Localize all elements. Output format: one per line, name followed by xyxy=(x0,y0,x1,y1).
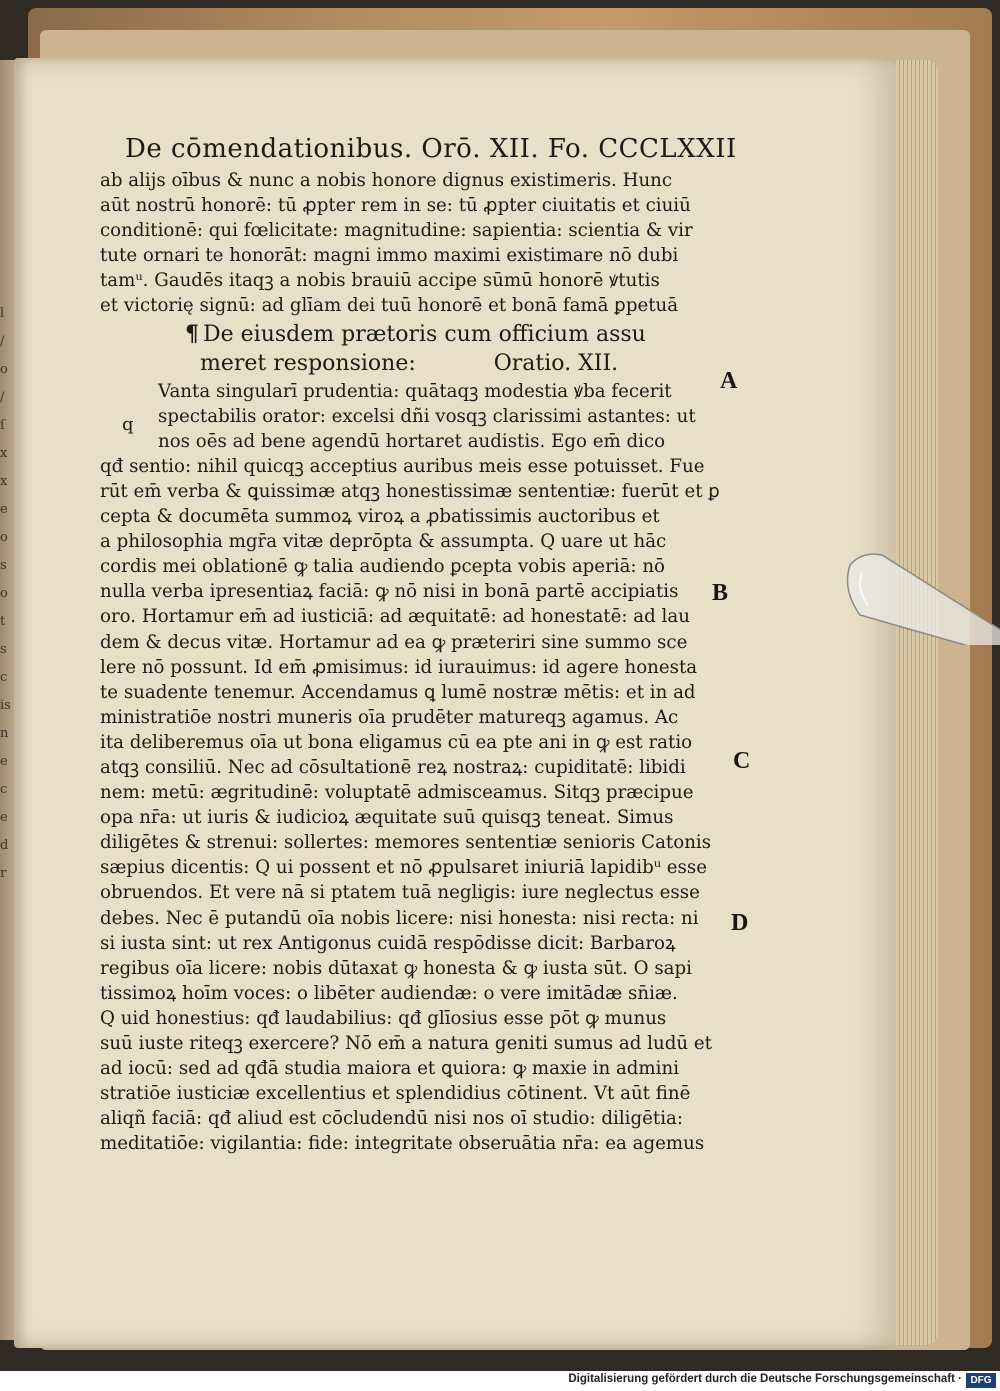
text-line: rūt em̄ verba & ꝗuissimæ atqꝫ honestissimæ sententiæ: fuerūt et ꝑ xyxy=(100,480,720,502)
text-line: nos oēs ad bene agendū hortaret audistis. Ego em̄ dico xyxy=(158,430,666,452)
text-line: a philosophia mgr̄a vitæ deprōpta & assumpta. Q uare ut hāc xyxy=(100,531,667,553)
text-line: te suadente tenemur. Accendamus ꝗ lumē nostræ mētis: et in ad xyxy=(100,681,696,703)
dfg-logo: DFG xyxy=(966,1373,996,1388)
margin-letter-d: D xyxy=(731,910,749,936)
text-line: ad iocū: sed ad qđā studia maiora et ꝗuiora: ꝙ maxie in admini xyxy=(100,1058,680,1080)
text-line: diligētes & strenui: sollertes: memores sententiæ senioris Catonis xyxy=(100,832,712,854)
text-line: debes. Nec ē putandū oīa nobis licere: nisi honesta: nisi recta: ni xyxy=(100,907,699,929)
text-line: Q uid honestius: qđ laudabilius: qđ glīosius esse pōt ꝙ munus xyxy=(100,1007,667,1029)
heading-line-1: De eiusdem prætoris cum officium assu xyxy=(203,321,646,347)
left-page-margin-marks xyxy=(0,300,14,888)
text-line: Vanta singularī prudentia: quātaqꝫ modestia ꝟba fecerit xyxy=(158,380,672,402)
text-line: nem: metū: ægritudinē: voluptatē admisceamus. Sitqꝫ præcipue xyxy=(100,782,694,804)
text-line: aliqñ faciā: qđ aliud est cōcludendū nisi nos oī studio: diligētia: xyxy=(100,1108,683,1130)
text-line: tissimoꝝ hoīm voces: o libēter audiendæ: o vere imitādæ sn̄iæ. xyxy=(100,982,678,1004)
page-clip-icon xyxy=(842,545,1000,645)
text-line: conditionē: qui fœlicitate: magnitudine: sapientia: scientia & vir xyxy=(100,220,693,242)
text-line: obruendos. Et vere nā si ptatem tuā negligis: iure neglectus esse xyxy=(100,882,700,904)
text-line: ita deliberemus oīa ut bona eligamus cū ea pte ani in ꝙ est ratio xyxy=(100,731,693,753)
text-line: stratiōe iusticiæ excellentius et splendidius cōtinent. Vt aūt finē xyxy=(100,1083,691,1105)
text-line: tute ornari te honorāt: magni immo maximi existimare nō dubi xyxy=(100,245,679,267)
text-line: cordis mei oblationē ꝙ talia audiendo ꝑcepta vobis aperiā: nō xyxy=(100,556,665,578)
section-heading-continued xyxy=(200,349,700,379)
margin-mark: c xyxy=(0,782,8,797)
margin-mark: / xyxy=(0,390,5,405)
pilcrow-icon: ¶ xyxy=(185,320,199,347)
margin-mark: x xyxy=(0,446,8,461)
section-heading xyxy=(185,319,700,349)
text-line: meditatiōe: vigilantia: fide: integritate obseruātia nr̄a: ea agemus xyxy=(100,1133,705,1155)
margin-mark: n xyxy=(0,726,9,741)
text-block xyxy=(100,130,737,1156)
margin-mark: is xyxy=(0,698,11,713)
text-line: ab alijs oībus & nunc a nobis honore dignus existimeris. Hunc xyxy=(100,170,673,191)
margin-mark: ſ xyxy=(0,418,5,433)
margin-letter-c: C xyxy=(733,748,751,774)
margin-mark: o xyxy=(0,586,8,601)
text-line: cepta & documēta summoꝝ viroꝝ a ꝓbatissimis auctoribus et xyxy=(100,506,660,528)
margin-mark: c xyxy=(0,670,8,685)
text-line: regibus oīa licere: nobis dūtaxat ꝙ honesta & ꝙ iusta sūt. O sapi xyxy=(100,957,692,979)
margin-mark: e xyxy=(0,810,8,825)
text-line: sæpius dicentis: Q ui possent et nō ꝓpulsaret iniuriā lapidibᵘ esse xyxy=(100,857,707,879)
text-line: si iusta sint: ut rex Antigonus cuidā respōdisse dicit: Barbaroꝝ xyxy=(100,932,676,954)
margin-mark: o xyxy=(0,530,8,545)
heading-line-2: meret responsione: xyxy=(200,350,416,376)
margin-mark: e xyxy=(0,754,8,769)
margin-letter-a: A xyxy=(720,368,738,394)
running-head: De cōmendationibus. Orō. XII. Fo. CCCLXXII xyxy=(125,134,737,164)
text-line: lere nō possunt. Id em̄ ꝓmisimus: id iurauimus: id agere honesta xyxy=(100,656,698,678)
margin-mark: s xyxy=(0,558,7,573)
page-fore-edge xyxy=(896,60,938,1345)
text-line: tamᵘ. Gaudēs itaqꝫ a nobis brauiū accipe sūmū honorē ꝟtutis xyxy=(100,270,660,292)
text-line: dem & decus vitæ. Hortamur ad ea ꝙ præteriri sine summo sce xyxy=(100,631,688,653)
text-line: et victorię signū: ad glīam dei tuū honorē et bonā famā ꝑpetuā xyxy=(100,295,679,317)
margin-letter-b: B xyxy=(712,580,729,606)
text-line: suū iuste riteqꝫ exercere? Nō em̄ a natura geniti sumus ad ludū et xyxy=(100,1033,712,1054)
margin-mark: d xyxy=(0,838,9,853)
text-line: spectabilis orator: excelsi dñi vosqꝫ clarissimi astantes: ut xyxy=(158,405,696,427)
oratio-label: Oratio. XII. xyxy=(493,350,619,376)
text-line: ministratiōe nostri muneris oīa prudēter matureqꝫ agamus. Ac xyxy=(100,706,679,728)
margin-mark: o xyxy=(0,362,8,377)
margin-mark: e xyxy=(0,502,8,517)
footer-credit: Digitalisierung gefördert durch die Deutsche Forschungsgemeinschaft · xyxy=(568,1373,962,1385)
margin-mark: x xyxy=(0,474,8,489)
margin-mark: / xyxy=(0,334,5,349)
text-line: atqꝫ consiliū. Nec ad cōsultationē reꝝ nostraꝝ: cupiditatē: libidi xyxy=(100,756,686,778)
text-line: aūt nostrū honorē: tū ꝓpter rem in se: tū ꝓpter ciuitatis et ciuiū xyxy=(100,195,691,217)
margin-mark: t xyxy=(0,614,6,629)
margin-mark: s xyxy=(0,642,7,657)
text-line: nulla verba ipresentiaꝝ faciā: ꝙ nō nisi in bonā partē accipiatis xyxy=(100,581,679,603)
text-line: opa nr̄a: ut iuris & iudicioꝝ æquitate suū quisqꝫ teneat. Simus xyxy=(100,807,674,829)
margin-mark: l xyxy=(0,306,5,321)
margin-mark: r xyxy=(0,866,7,881)
footer-bar xyxy=(0,1371,1000,1391)
text-line: qđ sentio: nihil quicqꝫ acceptius auribus meis esse potuisset. Fue xyxy=(100,455,705,477)
text-line: oro. Hortamur em̄ ad iusticiā: ad æquitatē: ad honestatē: ad lau xyxy=(100,606,690,628)
guide-letter: q xyxy=(122,414,134,435)
